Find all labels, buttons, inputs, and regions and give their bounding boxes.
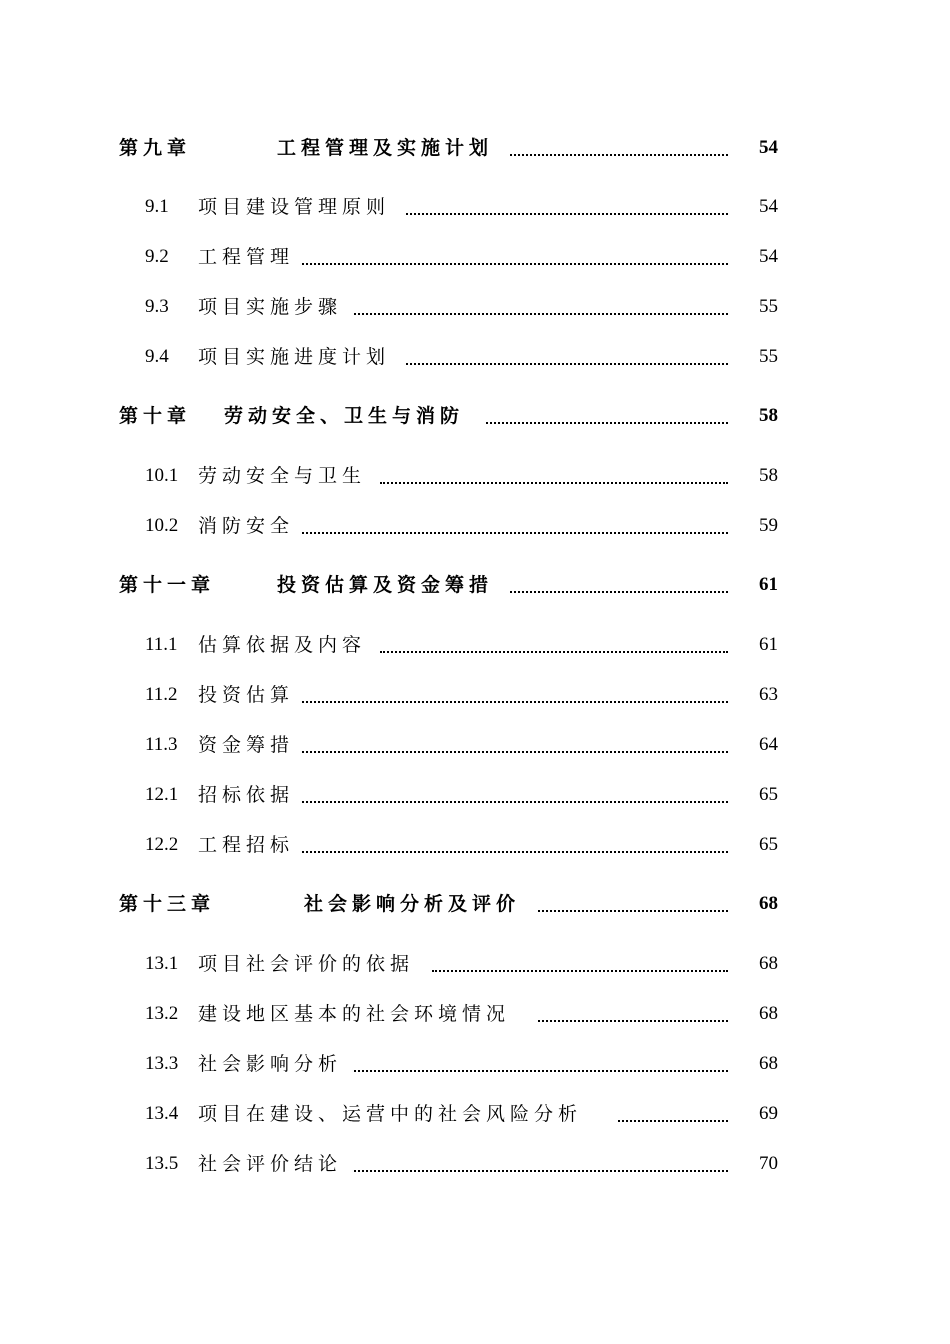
dot-leader [354,313,728,315]
entry-number: 13.4 [145,1103,179,1124]
entry-title: 工程管理 [198,241,296,273]
entry-page: 70 [759,1153,778,1174]
toc-section-entry[interactable] [0,679,950,711]
dot-leader [302,532,728,534]
entry-number: 10.1 [145,465,179,486]
dot-leader [302,851,728,853]
dot-leader [510,591,728,593]
entry-number: 11.1 [145,634,178,655]
entry-page: 55 [759,296,778,317]
entry-title: 劳动安全、卫生与消防 [224,400,466,432]
entry-number: 第十三章 [119,893,216,915]
entry-page: 61 [759,574,778,595]
toc-section-entry[interactable] [0,510,950,542]
entry-title: 招标依据 [198,779,296,811]
entry-title: 社会影响分析及评价 [304,888,522,920]
toc-section-entry[interactable] [0,829,950,861]
entry-page: 68 [759,953,778,974]
entry-title: 投资估算 [198,679,296,711]
entry-title: 估算依据及内容 [198,629,368,661]
entry-title: 工程管理及实施计划 [277,132,495,164]
entry-number: 13.3 [145,1053,179,1074]
toc-section-entry[interactable] [0,729,950,761]
entry-number: 12.2 [145,834,179,855]
toc-section-entry[interactable] [0,341,950,373]
dot-leader [302,801,728,803]
entry-title: 社会影响分析 [198,1048,344,1080]
entry-page: 65 [759,784,778,805]
entry-number: 11.3 [145,734,178,755]
dot-leader [380,651,728,653]
toc-section-entry[interactable] [0,998,950,1030]
toc-section-entry[interactable] [0,291,950,323]
toc-section-entry[interactable] [0,460,950,492]
dot-leader [510,154,728,156]
entry-page: 69 [759,1103,778,1124]
entry-page: 64 [759,734,778,755]
toc-section-entry[interactable] [0,779,950,811]
entry-number: 9.2 [145,246,169,267]
entry-title: 建设地区基本的社会环境情况 [198,998,512,1030]
dot-leader [406,363,728,365]
entry-number: 9.3 [145,296,169,317]
dot-leader [380,482,728,484]
entry-number: 9.1 [145,196,169,217]
entry-page: 59 [759,515,778,536]
entry-page: 61 [759,634,778,655]
entry-title: 项目社会评价的依据 [198,948,416,980]
entry-title: 工程招标 [198,829,296,861]
dot-leader [354,1070,728,1072]
dot-leader [406,213,728,215]
entry-page: 65 [759,834,778,855]
entry-number: 第九章 [119,137,192,159]
entry-number: 10.2 [145,515,179,536]
dot-leader [302,751,728,753]
entry-title: 消防安全 [198,510,296,542]
entry-number: 12.1 [145,784,179,805]
dot-leader [302,701,728,703]
entry-page: 68 [759,1053,778,1074]
entry-title: 资金筹措 [198,729,296,761]
entry-number: 13.1 [145,953,179,974]
entry-number: 11.2 [145,684,178,705]
entry-page: 55 [759,346,778,367]
toc-section-entry[interactable] [0,1048,950,1080]
toc-section-entry[interactable] [0,629,950,661]
dot-leader [618,1120,728,1122]
entry-title: 项目实施进度计划 [198,341,392,373]
toc-chapter-entry[interactable] [0,132,950,164]
entry-title: 项目建设管理原则 [198,191,392,223]
entry-page: 54 [759,246,778,267]
entry-title: 投资估算及资金筹措 [277,569,495,601]
entry-page: 54 [759,137,778,158]
dot-leader [432,970,728,972]
dot-leader [302,263,728,265]
dot-leader [538,1020,728,1022]
toc-section-entry[interactable] [0,191,950,223]
entry-number: 13.2 [145,1003,179,1024]
entry-title: 劳动安全与卫生 [198,460,368,492]
entry-page: 54 [759,196,778,217]
toc-chapter-entry[interactable] [0,569,950,601]
entry-number: 13.5 [145,1153,179,1174]
entry-page: 68 [759,1003,778,1024]
toc-chapter-entry[interactable] [0,400,950,432]
entry-page: 58 [759,465,778,486]
entry-page: 68 [759,893,778,914]
toc-section-entry[interactable] [0,948,950,980]
toc-section-entry[interactable] [0,1148,950,1180]
entry-title: 社会评价结论 [198,1148,344,1180]
dot-leader [486,422,728,424]
toc-chapter-entry[interactable] [0,888,950,920]
toc-section-entry[interactable] [0,1098,950,1130]
entry-number: 第十一章 [119,574,216,596]
entry-page: 58 [759,405,778,426]
entry-number: 9.4 [145,346,169,367]
entry-number: 第十章 [119,405,192,427]
dot-leader [354,1170,728,1172]
entry-title: 项目在建设、运营中的社会风险分析 [198,1098,584,1130]
entry-page: 63 [759,684,778,705]
entry-title: 项目实施步骤 [198,291,344,323]
toc-section-entry[interactable] [0,241,950,273]
dot-leader [538,910,728,912]
